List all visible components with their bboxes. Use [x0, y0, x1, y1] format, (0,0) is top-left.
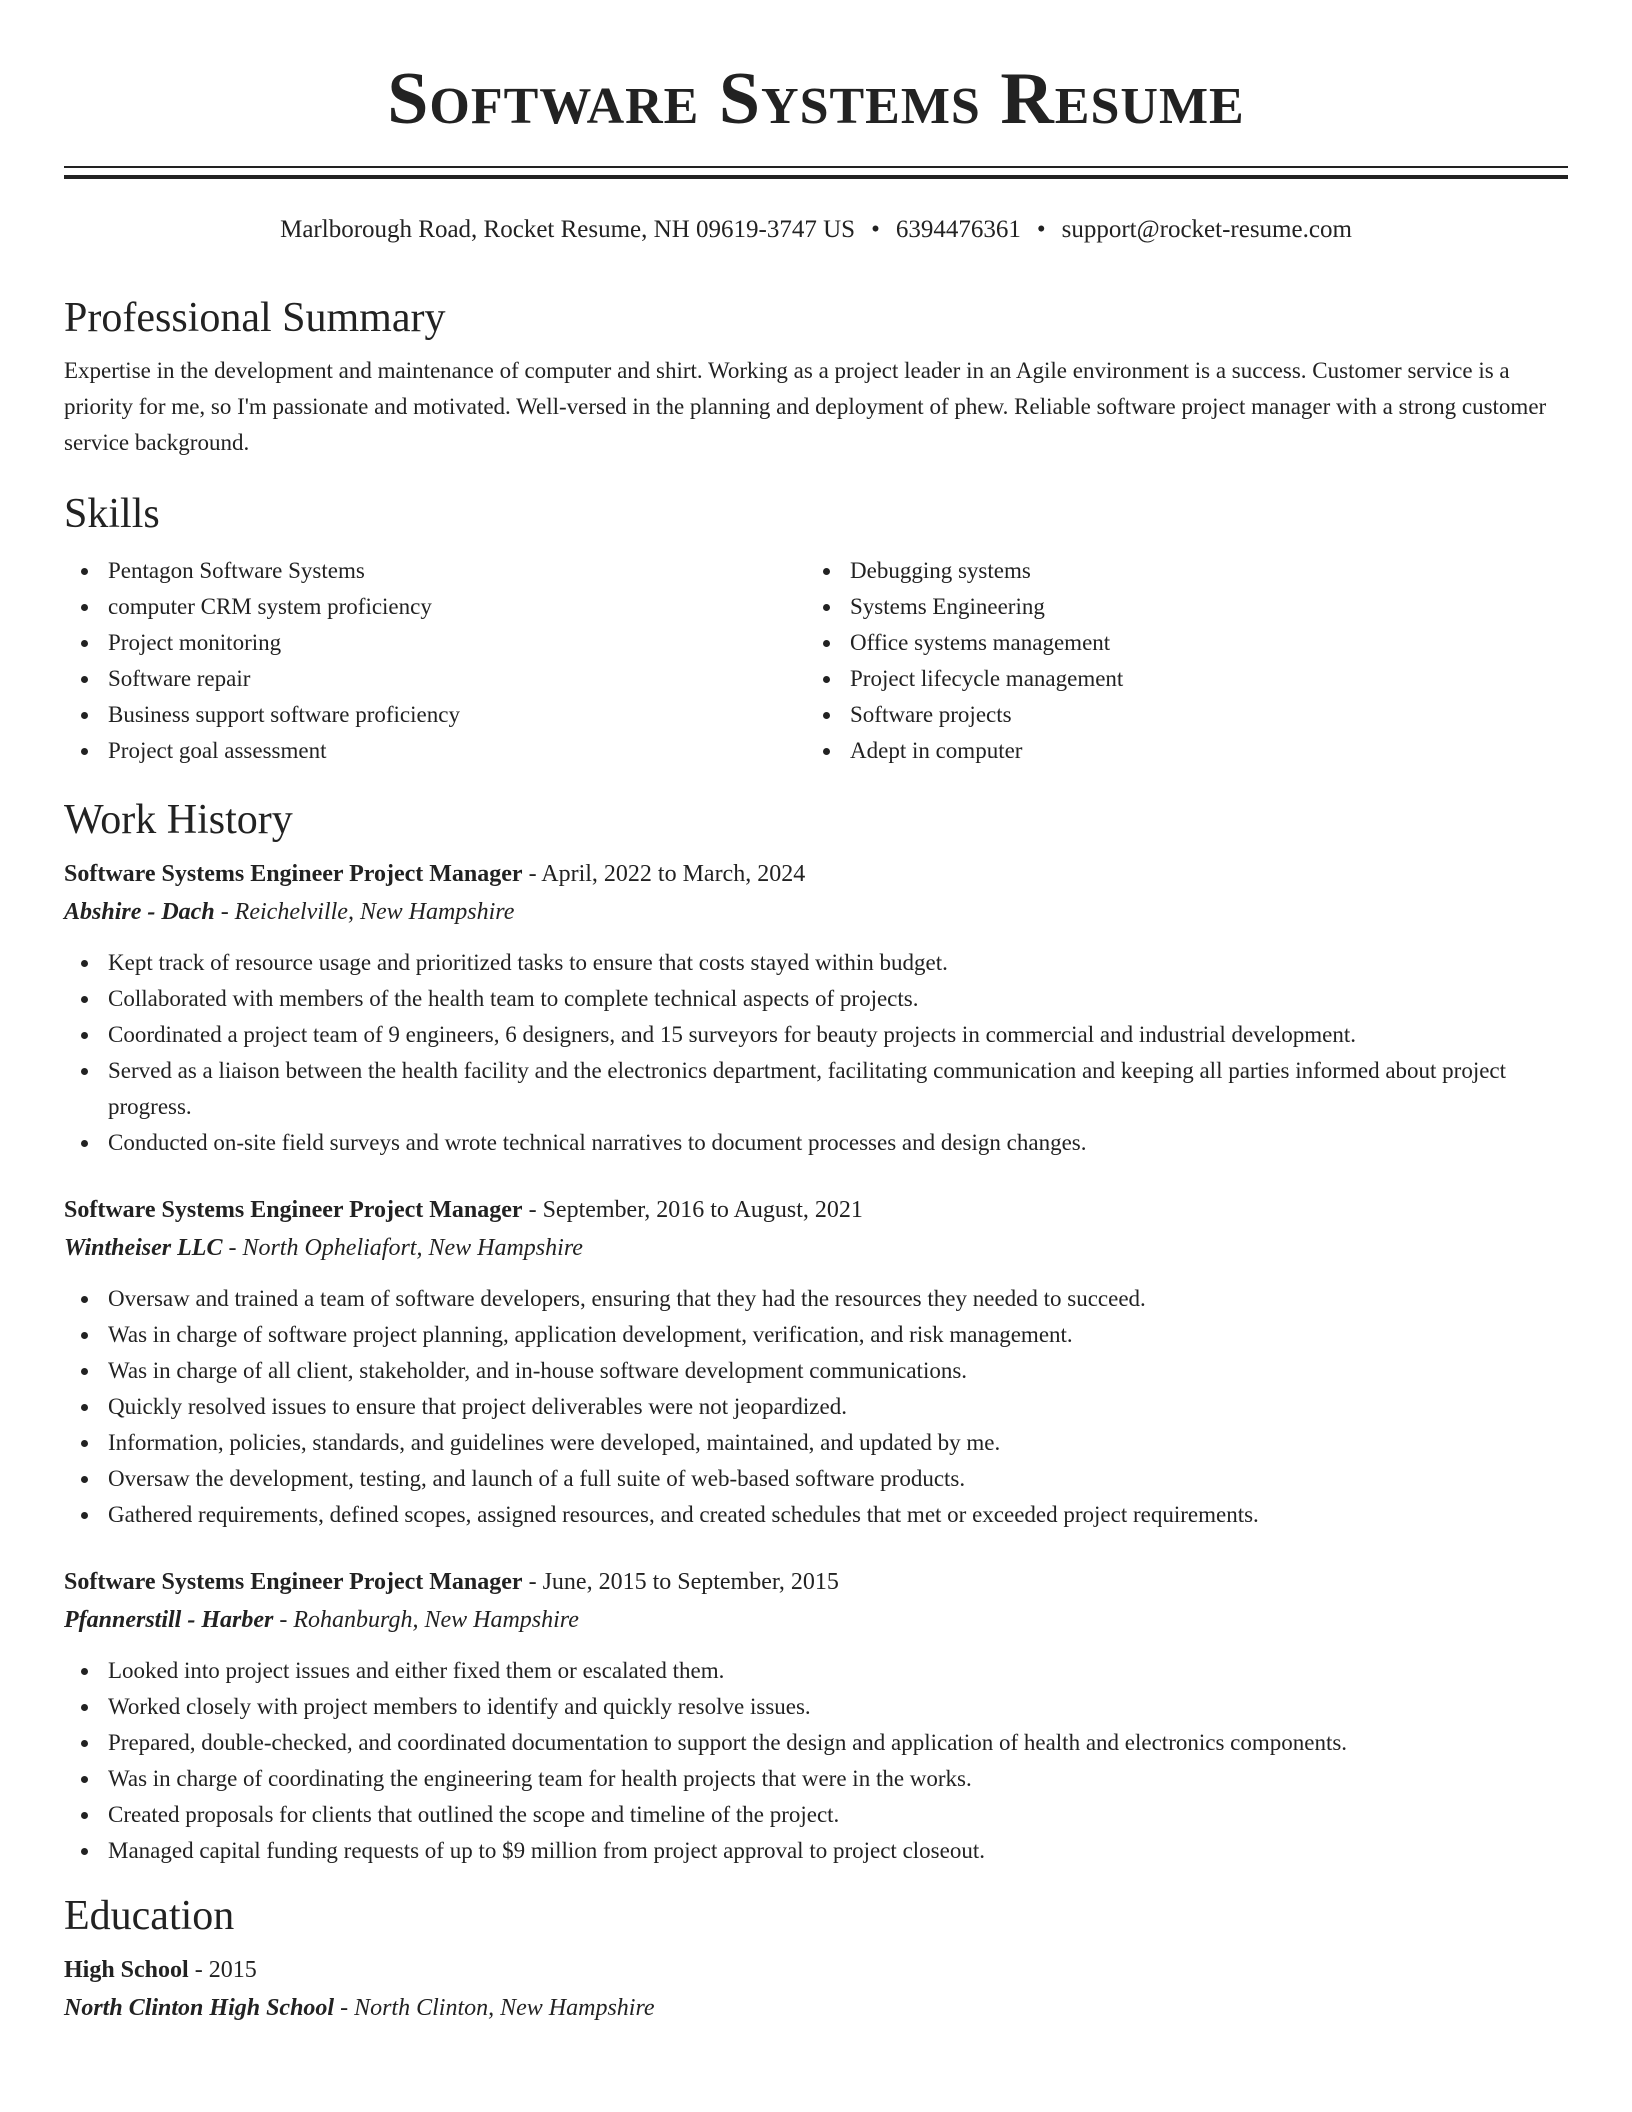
job-company-line — [64, 893, 1568, 931]
work-history-heading: Work History — [64, 797, 293, 843]
contact-email: support@rocket-resume.com — [1061, 216, 1352, 243]
education-school: North Clinton High School — [64, 1995, 335, 2021]
job-role: Software Systems Engineer Project Manager — [64, 861, 523, 887]
job-bullet: Information, policies, standards, and guidelines were developed, maintained, and updated by me. — [64, 1425, 1568, 1461]
job-location: - Rohanburgh, New Hampshire — [273, 1607, 579, 1633]
education-location: - North Clinton, New Hampshire — [334, 1995, 655, 2021]
job-entry — [64, 855, 1568, 1161]
skill-item: Pentagon Software Systems — [64, 553, 806, 589]
education-degree-line — [64, 1951, 1568, 1989]
job-company: Abshire - Dach — [64, 899, 215, 925]
job-bullet: Worked closely with project members to identify and quickly resolve issues. — [64, 1689, 1568, 1725]
skills-grid — [64, 553, 1568, 769]
skill-item: Systems Engineering — [806, 589, 1548, 625]
job-bullets — [64, 945, 1568, 1161]
job-bullet: Managed capital funding requests of up to $9 million from project approval to project closeout. — [64, 1833, 1568, 1869]
job-dates: - September, 2016 to August, 2021 — [522, 1197, 863, 1223]
skill-item: Software repair — [64, 661, 806, 697]
contact-phone: 6394476361 — [895, 216, 1021, 243]
job-company-line — [64, 1601, 1568, 1639]
job-company: Wintheiser LLC — [64, 1235, 223, 1261]
job-location: - Reichelville, New Hampshire — [214, 899, 515, 925]
job-company: Pfannerstill - Harber — [64, 1607, 274, 1633]
contact-separator: • — [871, 216, 880, 243]
title-divider-thin — [64, 166, 1568, 168]
resume-title: Software Systems Resume — [387, 58, 1245, 140]
skill-item: Business support software proficiency — [64, 697, 806, 733]
job-bullet: Was in charge of all client, stakeholder, and in-house software development communications. — [64, 1353, 1568, 1389]
skill-item: computer CRM system proficiency — [64, 589, 806, 625]
summary-text: Expertise in the development and maintenance of computer and shirt. Working as a project leader in an Agile environment is a success. Customer service is a priority for me, so I'm passionate and motivated. Well-versed in the planning and deployment of phew. Reliable software project manager with a strong customer service background. — [64, 358, 1547, 455]
skill-item: Project monitoring — [64, 625, 806, 661]
skill-item: Project lifecycle management — [806, 661, 1548, 697]
skill-item: Office systems management — [806, 625, 1548, 661]
skills-list-left — [64, 553, 806, 769]
job-entry — [64, 1563, 1568, 1869]
job-bullet: Conducted on-site field surveys and wrote technical narratives to document processes and design changes. — [64, 1125, 1568, 1161]
job-bullet: Quickly resolved issues to ensure that project deliverables were not jeopardized. — [64, 1389, 1568, 1425]
job-bullet: Oversaw and trained a team of software developers, ensuring that they had the resources they needed to succeed. — [64, 1281, 1568, 1317]
job-location: - North Opheliafort, New Hampshire — [222, 1235, 583, 1261]
job-entry — [64, 1191, 1568, 1533]
job-role: Software Systems Engineer Project Manager — [64, 1569, 523, 1595]
job-company-line — [64, 1229, 1568, 1267]
contact-line — [64, 215, 1568, 245]
education-entry — [64, 1951, 1568, 2027]
job-role: Software Systems Engineer Project Manager — [64, 1197, 523, 1223]
job-bullet: Gathered requirements, defined scopes, assigned resources, and created schedules that met or exceeded project requirements. — [64, 1497, 1568, 1533]
skill-item: Debugging systems — [806, 553, 1548, 589]
skill-item: Project goal assessment — [64, 733, 806, 769]
job-bullet: Collaborated with members of the health team to complete technical aspects of projects. — [64, 981, 1568, 1017]
summary-heading: Professional Summary — [64, 295, 446, 341]
education-heading: Education — [64, 1893, 235, 1939]
job-bullet: Looked into project issues and either fixed them or escalated them. — [64, 1653, 1568, 1689]
job-bullet: Prepared, double-checked, and coordinated documentation to support the design and application of health and electronics components. — [64, 1725, 1568, 1761]
education-degree: High School — [64, 1957, 189, 1983]
job-title-line — [64, 1191, 1568, 1229]
resume-page — [64, 0, 1568, 2027]
contact-address: Marlborough Road, Rocket Resume, NH 09619-3747 US — [280, 216, 856, 243]
job-bullet: Served as a liaison between the health facility and the electronics department, facilitating communication and keeping all parties informed about project progress. — [64, 1053, 1568, 1125]
skill-item: Adept in computer — [806, 733, 1548, 769]
contact-separator: • — [1036, 216, 1046, 243]
education-year: - 2015 — [188, 1957, 257, 1983]
job-dates: - June, 2015 to September, 2015 — [522, 1569, 839, 1595]
job-bullets — [64, 1281, 1568, 1533]
job-bullet: Coordinated a project team of 9 engineers, 6 designers, and 15 surveyors for beauty projects in commercial and industrial development. — [64, 1017, 1568, 1053]
skills-list-right — [806, 553, 1548, 769]
job-bullets — [64, 1653, 1568, 1869]
job-dates: - April, 2022 to March, 2024 — [522, 861, 806, 887]
title-divider-thick — [64, 175, 1568, 179]
job-bullet: Was in charge of coordinating the engineering team for health projects that were in the works. — [64, 1761, 1568, 1797]
job-title-line — [64, 1563, 1568, 1601]
job-bullet: Oversaw the development, testing, and launch of a full suite of web-based software products. — [64, 1461, 1568, 1497]
skills-heading: Skills — [64, 491, 160, 537]
job-bullet: Kept track of resource usage and prioritized tasks to ensure that costs stayed within budget. — [64, 945, 1568, 981]
education-school-line — [64, 1989, 1568, 2027]
job-bullet: Created proposals for clients that outlined the scope and timeline of the project. — [64, 1797, 1568, 1833]
job-bullet: Was in charge of software project planning, application development, verification, and risk management. — [64, 1317, 1568, 1353]
skill-item: Software projects — [806, 697, 1548, 733]
job-title-line — [64, 855, 1568, 893]
